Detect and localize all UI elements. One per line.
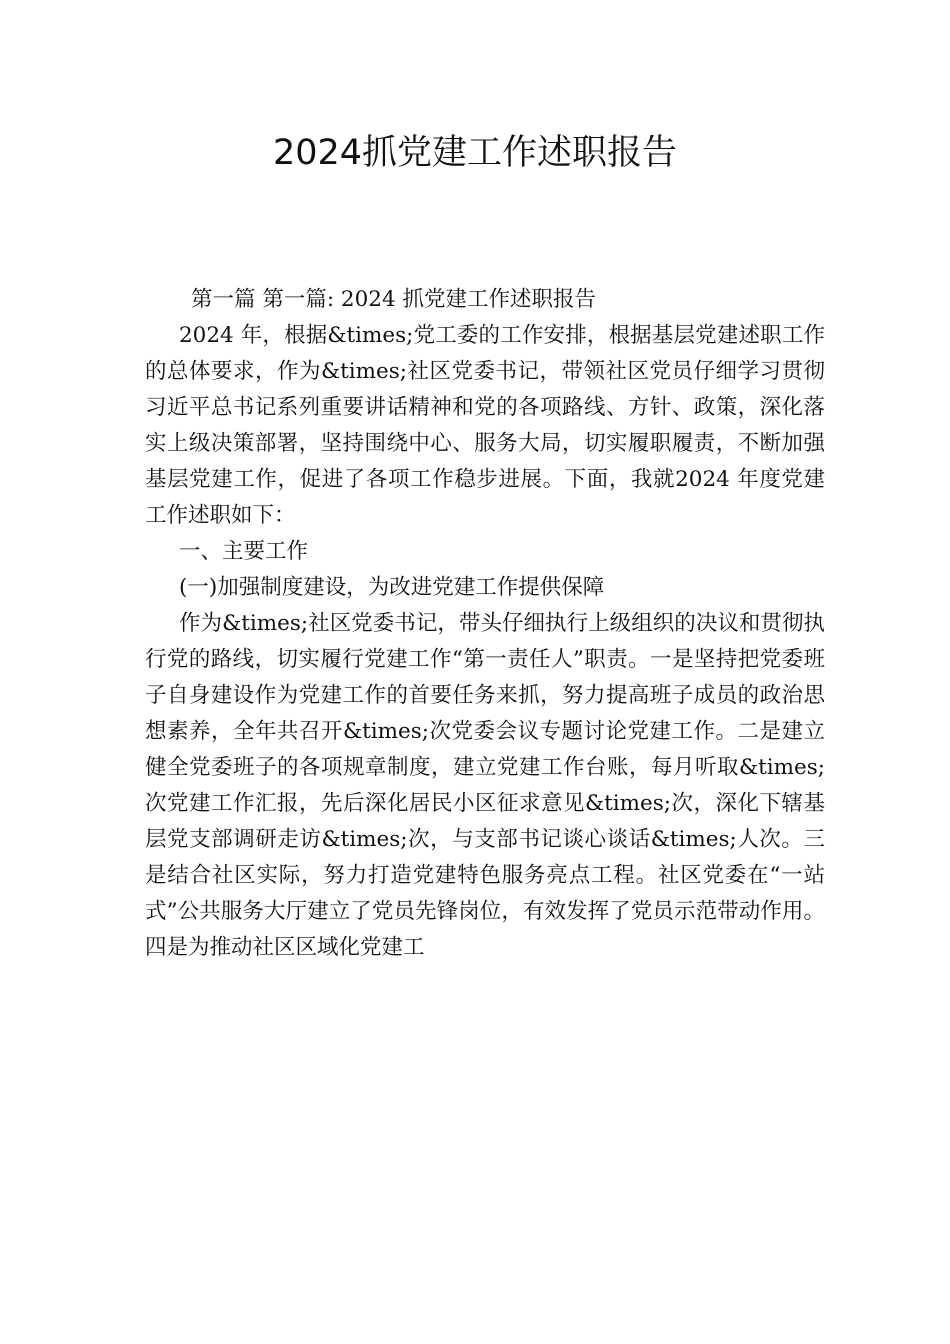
- document-body: [145, 282, 825, 966]
- heading-main-work: 一、主要工作: [179, 539, 309, 564]
- document-title: 2024抓党建工作述职报告: [272, 133, 678, 173]
- section-subtitle: 第一篇 第一篇: 2024 抓党建工作述职报告: [191, 287, 596, 312]
- paragraph-system-building: 作为&times;社区党委书记，带头仔细执行上级组织的决议和贯彻执行党的路线，切实履行党建工作“第一责任人”职责。一是坚持把党委班子自身建设作为党建工作的首要任务来抓，努力提高班子成员的政治思想素养，全年共召开&times;次党委会议专题讨论党建工作。二是建立健全党委班子的各项规章制度，建立党建工作台账，每月听取&times;次党建工作汇报，先后深化居民小区征求意见&times;次，深化下辖基层党支部调研走访&times;次，与支部书记谈心谈话&times;人次。三是结合社区实际，努力打造党建特色服务亮点工程。社区党委在“一站式”公共服务大厅建立了党员先锋岗位，有效发挥了党员示范带动作用。四是为推动社区区域化党建工: [145, 611, 825, 960]
- heading-system-building: (一)加强制度建设，为改进党建工作提供保障: [179, 575, 605, 600]
- paragraph-intro: 2024 年，根据&times;党工委的工作安排，根据基层党建述职工作的总体要求，作为&times;社区党委书记，带领社区党员仔细学习贯彻习近平总书记系列重要讲话精神和党的各项路线、方针、政策，深化落实上级决策部署，坚持围绕中心、服务大局，切实履职履责，不断加强基层党建工作，促进了各项工作稳步进展。下面，我就2024 年度党建工作述职如下：: [145, 323, 825, 528]
